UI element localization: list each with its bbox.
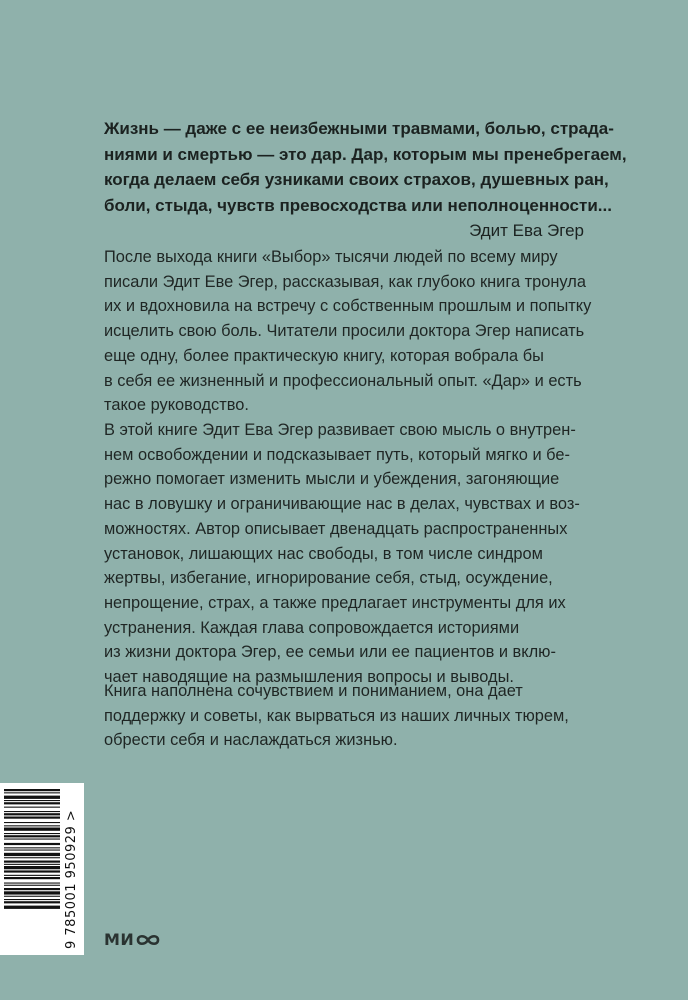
barcode-bar [4,796,60,799]
barcode-bar [4,899,60,900]
barcode-bar [4,896,60,897]
barcode-bar [4,853,60,856]
quote-author: Эдит Ева Эгер [469,221,584,240]
paragraph-line: непрощение, страх, а также предлагает инструменты для их [104,593,566,612]
paragraph-line: установок, лишающих нас свободы, в том числе синдром [104,544,543,563]
quote-line: когда делаем себя узниками своих страхов, душевных ран, [104,170,609,189]
paragraph-line: После выхода книги «Выбор» тысячи людей по всему миру [104,248,558,266]
isbn-barcode [0,783,84,955]
publisher-logo-text: МИ [104,930,135,949]
paragraph-line: писали Эдит Еве Эгер, рассказывая, как глубоко книга тронула [104,272,586,291]
paragraph-line: еще одну, более практическую книгу, которая вобрала бы [104,346,544,365]
paragraph-line: обрести себя и наслаждаться жизнью. [104,731,398,750]
barcode-bar [4,828,60,831]
barcode-bar [4,825,60,826]
barcode-bar [4,891,60,894]
barcode-bar [4,822,60,823]
barcode-bar [4,811,60,812]
paragraph-line: нас в ловушку и ограничивающие нас в делах, чувствах и воз- [104,495,580,514]
barcode-bar [4,906,60,909]
barcode-bar [4,839,60,840]
barcode-bar [4,866,60,869]
barcode-bar [4,870,60,872]
paragraph-line: Книга наполнена сочувствием и пониманием, она дает [104,682,523,700]
quote-line: Жизнь — даже с ее неизбежными травмами, болью, страда- [104,119,614,138]
barcode-bar [4,861,60,863]
paragraph-line: можностях. Автор описывает двенадцать распространенных [104,519,568,538]
description-paragraph-3 [104,679,604,753]
barcode-bar [4,792,60,793]
paragraph-line: в себя ее жизненный и профессиональный опыт. «Дар» и есть [104,371,582,390]
barcode-bar [4,789,60,791]
barcode-bar [4,877,60,879]
barcode-bar [4,802,60,804]
barcode-bar [4,843,60,845]
paragraph-line: режно помогает изменить мысли и убеждения, загоняющие [104,470,560,489]
barcode-bar [4,817,60,819]
barcode-bar [4,857,60,858]
barcode-bar [4,847,60,848]
paragraph-line: В этой книге Эдит Ева Эгер развивает свою мысль о внутрен- [104,421,576,439]
barcode-bar [4,888,60,890]
paragraph-line: их и вдохновила на встречу с собственным прошлым и попытку [104,297,592,316]
barcode-bar [4,885,60,886]
barcode-digits: 9 785001 950929 > [64,809,79,949]
quote-line: ниями и смертью — это дар. Дар, которым мы пренебрегаем, [104,144,627,164]
barcode-bar [4,813,60,815]
description-paragraph-1 [104,245,604,418]
barcode-bar [4,883,60,884]
description-paragraph-2 [104,418,604,690]
barcode-bar [4,833,60,834]
barcode-bar [4,901,60,903]
paragraph-line: из жизни доктора Эгер, ее семьи или ее пациентов и вклю- [104,643,556,662]
barcode-bar [4,807,60,808]
epigraph-quote [104,116,627,244]
quote-line: боли, стыда, чувств превосходства или неполноценности... [104,195,612,215]
infinity-icon [135,932,161,948]
barcode-bar [4,864,60,865]
paragraph-line: жертвы, избегание, игнорирование себя, стыд, осуждение, [104,569,553,588]
publisher-logo [104,930,161,950]
barcode-bar [4,850,60,851]
barcode-bar [4,835,60,837]
paragraph-line: такое руководство. [104,396,249,415]
barcode-bar [4,800,60,801]
barcode-bar [4,875,60,876]
paragraph-line: поддержку и советы, как вырваться из наших личных тюрем, [104,706,569,725]
paragraph-line: чает наводящие на размышления вопросы и выводы. [104,668,514,687]
paragraph-line: исцелить свою боль. Читатели просили доктора Эгер написать [104,322,585,341]
paragraph-line: устранения. Каждая глава сопровождается историями [104,618,520,637]
paragraph-line: нем освобождении и подсказывает путь, который мягко и бе- [104,445,570,464]
